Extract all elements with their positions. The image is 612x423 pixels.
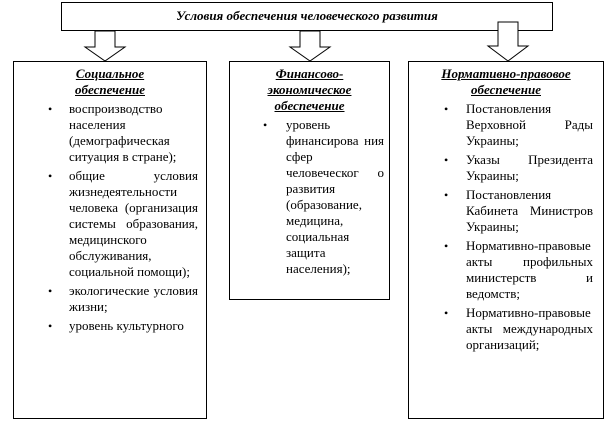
- finance-list: [230, 117, 389, 277]
- list-item-text: Постановления Верховной Рады Украины;: [466, 101, 593, 148]
- list-item-text: уровень культурного: [69, 318, 184, 333]
- list-item-text: уровень финансирова ния сфер человеческог о развития (образование, медицина, социальная защита населения);: [286, 117, 384, 276]
- list-item-text: общие условия жизнедеятельности человека (организация системы образования, медицинского обслуживания, социальной помощи);: [69, 168, 198, 279]
- list-item: [409, 101, 603, 149]
- title-box: [61, 2, 553, 31]
- social-provision-box: [13, 61, 207, 419]
- bullet-icon: •: [444, 153, 449, 167]
- list-item: [409, 152, 603, 184]
- bullet-icon: •: [48, 319, 53, 333]
- diagram-title: Условия обеспечения человеческого развития: [176, 8, 438, 23]
- list-item: [14, 168, 206, 280]
- list-item-text: экологические условия жизни;: [69, 283, 198, 314]
- list-item: [14, 318, 206, 334]
- legal-provision-box: [408, 61, 604, 419]
- list-item: [409, 187, 603, 235]
- financial-economic-provision-box: [229, 61, 390, 300]
- list-item: [230, 117, 389, 277]
- list-item: [409, 238, 603, 302]
- legal-list: [409, 101, 603, 353]
- list-item-text: Указы Президента Украины;: [466, 152, 593, 183]
- bullet-icon: •: [48, 102, 53, 116]
- bullet-icon: •: [48, 169, 53, 183]
- list-item: [14, 101, 206, 165]
- list-item-text: Нормативно-правовые акты международных организаций;: [466, 305, 593, 352]
- list-item: [409, 305, 603, 353]
- bullet-icon: •: [444, 102, 449, 116]
- list-item-text: Нормативно-правовые акты профильных министерств и ведомств;: [466, 238, 593, 301]
- list-item-text: Постановления Кабинета Министров Украины;: [466, 187, 593, 234]
- bullet-icon: •: [263, 118, 268, 132]
- social-heading: Социальное обеспечение: [75, 66, 145, 97]
- bullet-icon: •: [444, 188, 449, 202]
- bullet-icon: •: [48, 284, 53, 298]
- bullet-icon: •: [444, 239, 449, 253]
- list-item: [14, 283, 206, 315]
- bullet-icon: •: [444, 306, 449, 320]
- arrow-down-icon: [85, 31, 125, 61]
- list-item-text: воспроизводство населения (демографическая ситуация в стране);: [69, 101, 177, 164]
- arrow-down-icon: [290, 31, 330, 61]
- social-list: [14, 101, 206, 334]
- legal-heading: Нормативно-правовое обеспечение: [441, 66, 571, 97]
- finance-heading: Финансово- экономическое обеспечение: [267, 66, 352, 113]
- arrow-down-icon: [488, 22, 528, 61]
